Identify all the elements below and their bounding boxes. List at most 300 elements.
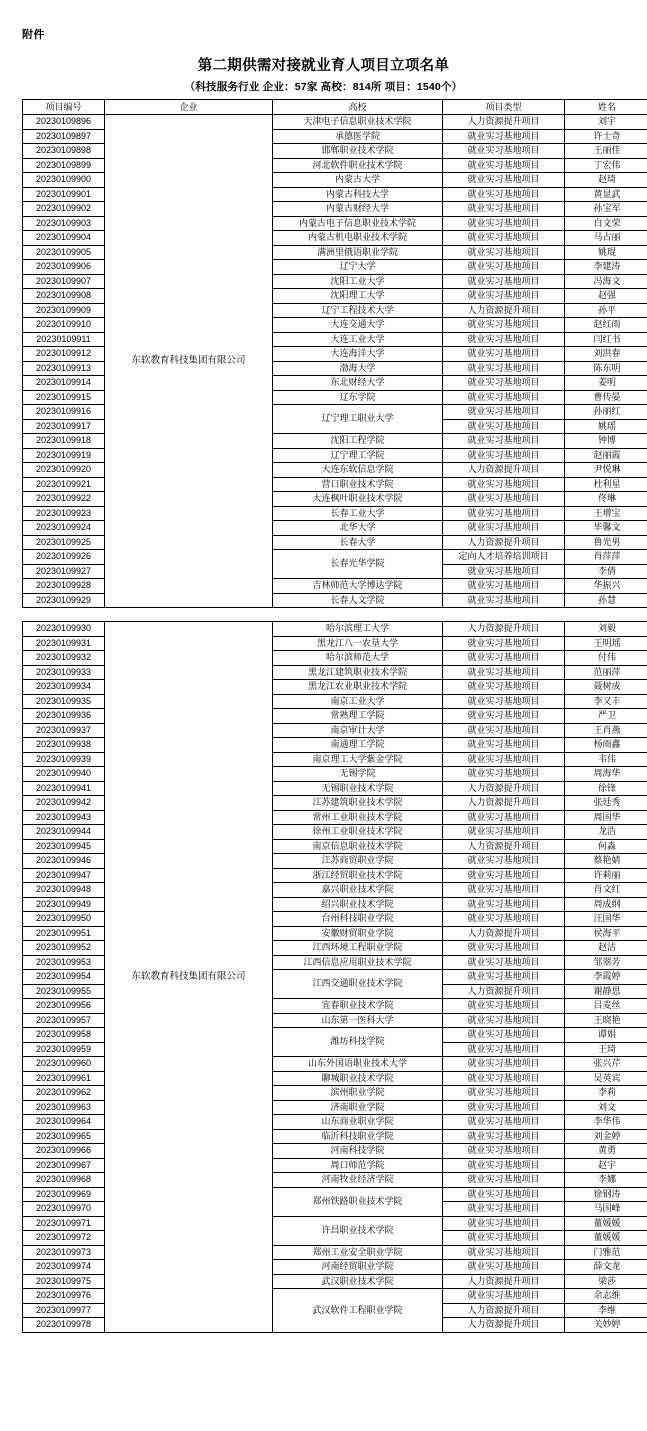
cell-project-id: 20230109975	[23, 1274, 105, 1289]
cell-project-id: 20230109976	[23, 1289, 105, 1304]
cell-project-type: 就业实习基地项目	[443, 825, 565, 840]
cell-university: 山东外国语职业技术大学	[273, 1057, 443, 1072]
cell-university: 山东第一医科大学	[273, 1013, 443, 1028]
page-title: 第二期供需对接就业育人项目立项名单	[197, 58, 450, 74]
cell-person-name: 孙平	[565, 303, 647, 318]
cell-person-name: 杨雨鑫	[565, 738, 647, 753]
cell-project-type: 就业实习基地项目	[443, 1245, 565, 1260]
cell-person-name: 张廷秀	[565, 796, 647, 811]
cell-project-type: 定向人才培养培训项目	[443, 550, 565, 565]
cell-project-type: 就业实习基地项目	[443, 245, 565, 260]
cell-person-name: 李霞婷	[565, 970, 647, 985]
column-header-university: 高校	[273, 100, 443, 115]
cell-project-id: 20230109970	[23, 1202, 105, 1217]
cell-project-type: 就业实习基地项目	[443, 752, 565, 767]
cell-person-name: 赵红雨	[565, 318, 647, 333]
cell-project-id: 20230109968	[23, 1173, 105, 1188]
cell-project-id: 20230109915	[23, 390, 105, 405]
cell-project-type: 人力资源提升项目	[443, 926, 565, 941]
cell-person-name: 赵琦	[565, 173, 647, 188]
cell-project-type: 就业实习基地项目	[443, 1202, 565, 1217]
cell-project-type: 就业实习基地项目	[443, 1115, 565, 1130]
cell-project-type: 就业实习基地项目	[443, 810, 565, 825]
cell-project-id: 20230109914	[23, 376, 105, 391]
cell-project-type: 就业实习基地项目	[443, 187, 565, 202]
cell-university: 营口职业技术学院	[273, 477, 443, 492]
cell-person-name: 刘文	[565, 1100, 647, 1115]
cell-university: 江苏建筑职业技术学院	[273, 796, 443, 811]
cell-project-id: 20230109919	[23, 448, 105, 463]
cell-project-id: 20230109910	[23, 318, 105, 333]
cell-project-type: 就业实习基地项目	[443, 521, 565, 536]
cell-university: 潍坊科技学院	[273, 1028, 443, 1057]
cell-university: 长春人文学院	[273, 593, 443, 608]
cell-project-type: 就业实习基地项目	[443, 1100, 565, 1115]
cell-person-name: 许莉丽	[565, 868, 647, 883]
cell-project-id: 20230109965	[23, 1129, 105, 1144]
cell-project-id: 20230109941	[23, 781, 105, 796]
cell-project-id: 20230109939	[23, 752, 105, 767]
cell-person-name: 黄显武	[565, 187, 647, 202]
cell-person-name: 李又丰	[565, 694, 647, 709]
cell-enterprise: 东软教育科技集团有限公司	[105, 115, 273, 608]
cell-project-id: 20230109972	[23, 1231, 105, 1246]
cell-person-name: 李倩	[565, 564, 647, 579]
cell-project-id: 20230109909	[23, 303, 105, 318]
cell-project-id: 20230109959	[23, 1042, 105, 1057]
cell-project-type: 就业实习基地项目	[443, 941, 565, 956]
cell-project-id: 20230109947	[23, 868, 105, 883]
cell-university: 滨州职业学院	[273, 1086, 443, 1101]
cell-person-name: 毕馨文	[565, 521, 647, 536]
cell-project-type: 就业实习基地项目	[443, 738, 565, 753]
cell-university: 邯郸职业技术学院	[273, 144, 443, 159]
cell-project-type: 就业实习基地项目	[443, 1289, 565, 1304]
cell-project-id: 20230109905	[23, 245, 105, 260]
cell-project-type: 就业实习基地项目	[443, 448, 565, 463]
cell-university: 大连东软信息学院	[273, 463, 443, 478]
column-header-type: 项目类型	[443, 100, 565, 115]
cell-university: 台州科技职业学院	[273, 912, 443, 927]
cell-project-id: 20230109897	[23, 129, 105, 144]
cell-person-name: 钟博	[565, 434, 647, 449]
cell-project-id: 20230109903	[23, 216, 105, 231]
cell-project-type: 就业实习基地项目	[443, 318, 565, 333]
cell-university: 辽东学院	[273, 390, 443, 405]
cell-project-type: 就业实习基地项目	[443, 883, 565, 898]
cell-project-id: 20230109925	[23, 535, 105, 550]
cell-project-id: 20230109911	[23, 332, 105, 347]
cell-university: 江西环境工程职业学院	[273, 941, 443, 956]
cell-project-id: 20230109945	[23, 839, 105, 854]
cell-university: 长春光华学院	[273, 550, 443, 579]
cell-project-id: 20230109946	[23, 854, 105, 869]
cell-project-type: 就业实习基地项目	[443, 767, 565, 782]
cell-project-id: 20230109934	[23, 680, 105, 695]
cell-person-name: 白文荣	[565, 216, 647, 231]
cell-project-id: 20230109904	[23, 231, 105, 246]
cell-project-id: 20230109920	[23, 463, 105, 478]
cell-project-id: 20230109944	[23, 825, 105, 840]
cell-project-id: 20230109954	[23, 970, 105, 985]
cell-project-id: 20230109958	[23, 1028, 105, 1043]
cell-project-type: 就业实习基地项目	[443, 1187, 565, 1202]
cell-university: 无锡学院	[273, 767, 443, 782]
cell-person-name: 赵洁	[565, 941, 647, 956]
cell-university: 沈阳理工大学	[273, 289, 443, 304]
cell-person-name: 姜明	[565, 376, 647, 391]
cell-project-id: 20230109932	[23, 651, 105, 666]
cell-project-type: 人力资源提升项目	[443, 1318, 565, 1333]
cell-person-name: 何淼	[565, 839, 647, 854]
cell-university: 渤海大学	[273, 361, 443, 376]
cell-person-name: 关妙婷	[565, 1318, 647, 1333]
cell-project-id: 20230109978	[23, 1318, 105, 1333]
cell-project-id: 20230109922	[23, 492, 105, 507]
cell-project-type: 就业实习基地项目	[443, 723, 565, 738]
cell-person-name: 鲁光男	[565, 535, 647, 550]
cell-project-type: 就业实习基地项目	[443, 694, 565, 709]
cell-project-id: 20230109898	[23, 144, 105, 159]
cell-project-type: 就业实习基地项目	[443, 1129, 565, 1144]
cell-project-type: 就业实习基地项目	[443, 216, 565, 231]
cell-university: 辽宁理工职业大学	[273, 405, 443, 434]
cell-university: 沈阳工业大学	[273, 274, 443, 289]
cell-person-name: 刘毅	[565, 622, 647, 637]
project-table-part2	[22, 621, 647, 1333]
cell-university: 辽宁大学	[273, 260, 443, 275]
cell-person-name: 孙宝军	[565, 202, 647, 217]
cell-project-type: 就业实习基地项目	[443, 912, 565, 927]
cell-person-name: 姚瑶	[565, 419, 647, 434]
cell-university: 河南经贸职业学院	[273, 1260, 443, 1275]
cell-project-type: 就业实习基地项目	[443, 1216, 565, 1231]
cell-university: 内蒙古科技大学	[273, 187, 443, 202]
cell-project-id: 20230109907	[23, 274, 105, 289]
cell-project-type: 就业实习基地项目	[443, 376, 565, 391]
cell-person-name: 王明瑶	[565, 636, 647, 651]
cell-project-id: 20230109929	[23, 593, 105, 608]
cell-university: 沈阳工程学院	[273, 434, 443, 449]
cell-project-id: 20230109963	[23, 1100, 105, 1115]
cell-project-id: 20230109902	[23, 202, 105, 217]
cell-university: 无锡职业技术学院	[273, 781, 443, 796]
cell-university: 南京审计大学	[273, 723, 443, 738]
cell-person-name: 吴英宾	[565, 1071, 647, 1086]
cell-person-name: 韦伟	[565, 752, 647, 767]
cell-person-name: 王增宝	[565, 506, 647, 521]
cell-project-id: 20230109926	[23, 550, 105, 565]
cell-project-id: 20230109974	[23, 1260, 105, 1275]
cell-project-type: 就业实习基地项目	[443, 231, 565, 246]
cell-university: 东北财经大学	[273, 376, 443, 391]
cell-person-name: 梁莎	[565, 1274, 647, 1289]
cell-person-name: 周海华	[565, 767, 647, 782]
cell-project-type: 就业实习基地项目	[443, 1013, 565, 1028]
cell-project-id: 20230109961	[23, 1071, 105, 1086]
cell-person-name: 刘金婷	[565, 1129, 647, 1144]
cell-person-name: 王肖燕	[565, 723, 647, 738]
cell-university: 绍兴职业技术学院	[273, 897, 443, 912]
cell-project-id: 20230109955	[23, 984, 105, 999]
cell-person-name: 董媛媛	[565, 1216, 647, 1231]
cell-person-name: 孙丽红	[565, 405, 647, 420]
cell-project-type: 人力资源提升项目	[443, 463, 565, 478]
cell-university: 大连海洋大学	[273, 347, 443, 362]
cell-project-type: 就业实习基地项目	[443, 274, 565, 289]
cell-project-type: 就业实习基地项目	[443, 665, 565, 680]
cell-person-name: 姚琨	[565, 245, 647, 260]
cell-project-type: 就业实习基地项目	[443, 361, 565, 376]
cell-project-type: 人力资源提升项目	[443, 984, 565, 999]
cell-project-type: 人力资源提升项目	[443, 1274, 565, 1289]
cell-university: 浙江经贸职业技术学院	[273, 868, 443, 883]
cell-project-id: 20230109940	[23, 767, 105, 782]
cell-project-type: 就业实习基地项目	[443, 260, 565, 275]
cell-project-id: 20230109952	[23, 941, 105, 956]
cell-project-id: 20230109900	[23, 173, 105, 188]
cell-project-id: 20230109908	[23, 289, 105, 304]
cell-university: 郑州铁路职业技术学院	[273, 1187, 443, 1216]
cell-university: 长春大学	[273, 535, 443, 550]
cell-person-name: 侯海平	[565, 926, 647, 941]
cell-person-name: 华振兴	[565, 579, 647, 594]
cell-university: 安徽财贸职业学院	[273, 926, 443, 941]
cell-university: 郑州工业安全职业学院	[273, 1245, 443, 1260]
cell-project-id: 20230109921	[23, 477, 105, 492]
cell-university: 河南牧业经济学院	[273, 1173, 443, 1188]
cell-university: 辽宁理工学院	[273, 448, 443, 463]
cell-project-type: 就业实习基地项目	[443, 651, 565, 666]
cell-person-name: 李莉	[565, 1086, 647, 1101]
cell-project-type: 就业实习基地项目	[443, 405, 565, 420]
cell-university: 内蒙古电子信息职业技术学院	[273, 216, 443, 231]
cell-project-id: 20230109942	[23, 796, 105, 811]
cell-university: 武汉职业技术学院	[273, 1274, 443, 1289]
cell-university: 常州工业职业技术学院	[273, 810, 443, 825]
cell-person-name: 龙浩	[565, 825, 647, 840]
cell-project-type: 就业实习基地项目	[443, 434, 565, 449]
cell-project-id: 20230109949	[23, 897, 105, 912]
cell-person-name: 薛文龙	[565, 1260, 647, 1275]
cell-project-id: 20230109969	[23, 1187, 105, 1202]
cell-project-id: 20230109924	[23, 521, 105, 536]
cell-university: 宜春职业技术学院	[273, 999, 443, 1014]
cell-project-id: 20230109928	[23, 579, 105, 594]
cell-university: 内蒙古大学	[273, 173, 443, 188]
cell-project-id: 20230109977	[23, 1303, 105, 1318]
cell-project-type: 就业实习基地项目	[443, 897, 565, 912]
cell-project-type: 人力资源提升项目	[443, 781, 565, 796]
cell-project-type: 就业实习基地项目	[443, 1086, 565, 1101]
cell-person-name: 闫红书	[565, 332, 647, 347]
cell-project-type: 就业实习基地项目	[443, 593, 565, 608]
cell-project-id: 20230109937	[23, 723, 105, 738]
cell-project-id: 20230109943	[23, 810, 105, 825]
cell-project-type: 人力资源提升项目	[443, 622, 565, 637]
cell-university: 周口师范学院	[273, 1158, 443, 1173]
cell-person-name: 王晓艳	[565, 1013, 647, 1028]
cell-project-type: 就业实习基地项目	[443, 129, 565, 144]
cell-project-type: 人力资源提升项目	[443, 535, 565, 550]
cell-person-name: 陈东明	[565, 361, 647, 376]
cell-university: 山东商业职业学院	[273, 1115, 443, 1130]
cell-university: 承德医学院	[273, 129, 443, 144]
document-page-2	[0, 621, 647, 1333]
cell-person-name: 杜利星	[565, 477, 647, 492]
cell-project-type: 就业实习基地项目	[443, 1260, 565, 1275]
cell-person-name: 徐钢涛	[565, 1187, 647, 1202]
cell-project-id: 20230109901	[23, 187, 105, 202]
cell-project-type: 人力资源提升项目	[443, 1303, 565, 1318]
cell-university: 江苏商贸职业学院	[273, 854, 443, 869]
cell-project-type: 人力资源提升项目	[443, 796, 565, 811]
cell-university: 大连交通大学	[273, 318, 443, 333]
cell-person-name: 周国华	[565, 810, 647, 825]
cell-project-id: 20230109956	[23, 999, 105, 1014]
cell-project-type: 就业实习基地项目	[443, 1042, 565, 1057]
cell-person-name: 付伟	[565, 651, 647, 666]
cell-university: 河南科技学院	[273, 1144, 443, 1159]
cell-person-name: 吕麦丝	[565, 999, 647, 1014]
cell-university: 江西交通职业技术学院	[273, 970, 443, 999]
cell-project-id: 20230109953	[23, 955, 105, 970]
attachment-label: 附件	[22, 29, 45, 41]
cell-project-type: 就业实习基地项目	[443, 564, 565, 579]
cell-project-type: 就业实习基地项目	[443, 680, 565, 695]
cell-university: 哈尔滨理工大学	[273, 622, 443, 637]
cell-project-id: 20230109967	[23, 1158, 105, 1173]
column-header-name: 姓名	[565, 100, 647, 115]
cell-university: 南京工业大学	[273, 694, 443, 709]
cell-project-type: 就业实习基地项目	[443, 390, 565, 405]
cell-project-type: 就业实习基地项目	[443, 506, 565, 521]
cell-project-id: 20230109973	[23, 1245, 105, 1260]
cell-person-name: 李建涛	[565, 260, 647, 275]
cell-project-type: 就业实习基地项目	[443, 332, 565, 347]
cell-project-id: 20230109896	[23, 115, 105, 130]
cell-project-type: 就业实习基地项目	[443, 1028, 565, 1043]
cell-person-name: 李娜	[565, 1173, 647, 1188]
cell-university: 南京理工大学紫金学院	[273, 752, 443, 767]
cell-university: 南通理工学院	[273, 738, 443, 753]
cell-person-name: 丁宏伟	[565, 158, 647, 173]
cell-person-name: 张兴芹	[565, 1057, 647, 1072]
cell-project-type: 人力资源提升项目	[443, 115, 565, 130]
cell-project-id: 20230109933	[23, 665, 105, 680]
cell-university: 北华大学	[273, 521, 443, 536]
cell-project-id: 20230109951	[23, 926, 105, 941]
cell-project-id: 20230109899	[23, 158, 105, 173]
cell-project-id: 20230109913	[23, 361, 105, 376]
cell-person-name: 蔡艳婧	[565, 854, 647, 869]
document-page	[0, 0, 647, 614]
cell-person-name: 李维	[565, 1303, 647, 1318]
cell-university: 聊城职业技术学院	[273, 1071, 443, 1086]
cell-person-name: 余志维	[565, 1289, 647, 1304]
cell-person-name: 刘洪春	[565, 347, 647, 362]
cell-project-id: 20230109923	[23, 506, 105, 521]
cell-university: 济南职业学院	[273, 1100, 443, 1115]
cell-person-name: 黄勇	[565, 1144, 647, 1159]
cell-project-type: 就业实习基地项目	[443, 419, 565, 434]
cell-project-id: 20230109912	[23, 347, 105, 362]
cell-person-name: 徐锋	[565, 781, 647, 796]
cell-university: 辽宁工程技术大学	[273, 303, 443, 318]
cell-project-type: 就业实习基地项目	[443, 709, 565, 724]
cell-person-name: 周成纲	[565, 897, 647, 912]
cell-person-name: 肖文红	[565, 883, 647, 898]
cell-university: 哈尔滨师范大学	[273, 651, 443, 666]
cell-university: 许昌职业技术学院	[273, 1216, 443, 1245]
cell-university: 江西信息应用职业技术学院	[273, 955, 443, 970]
project-table-part1	[22, 99, 647, 608]
cell-project-type: 就业实习基地项目	[443, 1057, 565, 1072]
cell-person-name: 王琦	[565, 1042, 647, 1057]
cell-person-name: 谢静思	[565, 984, 647, 999]
cell-person-name: 赵丽霞	[565, 448, 647, 463]
cell-person-name: 孙慧	[565, 593, 647, 608]
cell-person-name: 冯海文	[565, 274, 647, 289]
table-header-row	[23, 100, 647, 115]
cell-project-type: 人力资源提升项目	[443, 303, 565, 318]
cell-project-type: 就业实习基地项目	[443, 868, 565, 883]
cell-person-name: 尹悦琳	[565, 463, 647, 478]
cell-person-name: 聂树成	[565, 680, 647, 695]
cell-university: 徐州工业职业技术学院	[273, 825, 443, 840]
cell-project-type: 就业实习基地项目	[443, 1158, 565, 1173]
cell-project-type: 就业实习基地项目	[443, 1071, 565, 1086]
cell-project-id: 20230109938	[23, 738, 105, 753]
cell-person-name: 汪国华	[565, 912, 647, 927]
cell-project-id: 20230109948	[23, 883, 105, 898]
cell-university: 大连枫叶职业技术学院	[273, 492, 443, 507]
table-row	[23, 622, 647, 637]
cell-project-id: 20230109962	[23, 1086, 105, 1101]
cell-person-name: 王丽佳	[565, 144, 647, 159]
cell-project-type: 就业实习基地项目	[443, 1173, 565, 1188]
cell-project-type: 就业实习基地项目	[443, 1144, 565, 1159]
cell-project-id: 20230109957	[23, 1013, 105, 1028]
cell-project-type: 就业实习基地项目	[443, 579, 565, 594]
cell-person-name: 李华伟	[565, 1115, 647, 1130]
cell-university: 长春工业大学	[273, 506, 443, 521]
cell-university: 黑龙江建筑职业技术学院	[273, 665, 443, 680]
cell-university: 临沂科技职业学院	[273, 1129, 443, 1144]
cell-person-name: 邹翠芳	[565, 955, 647, 970]
cell-university: 满洲里俄语职业学院	[273, 245, 443, 260]
cell-project-id: 20230109917	[23, 419, 105, 434]
cell-project-type: 就业实习基地项目	[443, 999, 565, 1014]
cell-university: 黑龙江农业职业技术学院	[273, 680, 443, 695]
cell-project-type: 就业实习基地项目	[443, 144, 565, 159]
cell-person-name: 曹传晏	[565, 390, 647, 405]
cell-university: 南京信息职业技术学院	[273, 839, 443, 854]
cell-person-name: 马国峰	[565, 1202, 647, 1217]
column-header-id: 项目编号	[23, 100, 105, 115]
cell-person-name: 范丽萍	[565, 665, 647, 680]
cell-person-name: 门雅范	[565, 1245, 647, 1260]
cell-person-name: 马占丽	[565, 231, 647, 246]
cell-university: 天津电子信息职业技术学院	[273, 115, 443, 130]
cell-project-type: 就业实习基地项目	[443, 636, 565, 651]
cell-project-type: 就业实习基地项目	[443, 202, 565, 217]
cell-project-id: 20230109918	[23, 434, 105, 449]
cell-project-type: 就业实习基地项目	[443, 854, 565, 869]
cell-person-name: 佟琳	[565, 492, 647, 507]
cell-person-name: 谭娟	[565, 1028, 647, 1043]
cell-person-name: 严卫	[565, 709, 647, 724]
